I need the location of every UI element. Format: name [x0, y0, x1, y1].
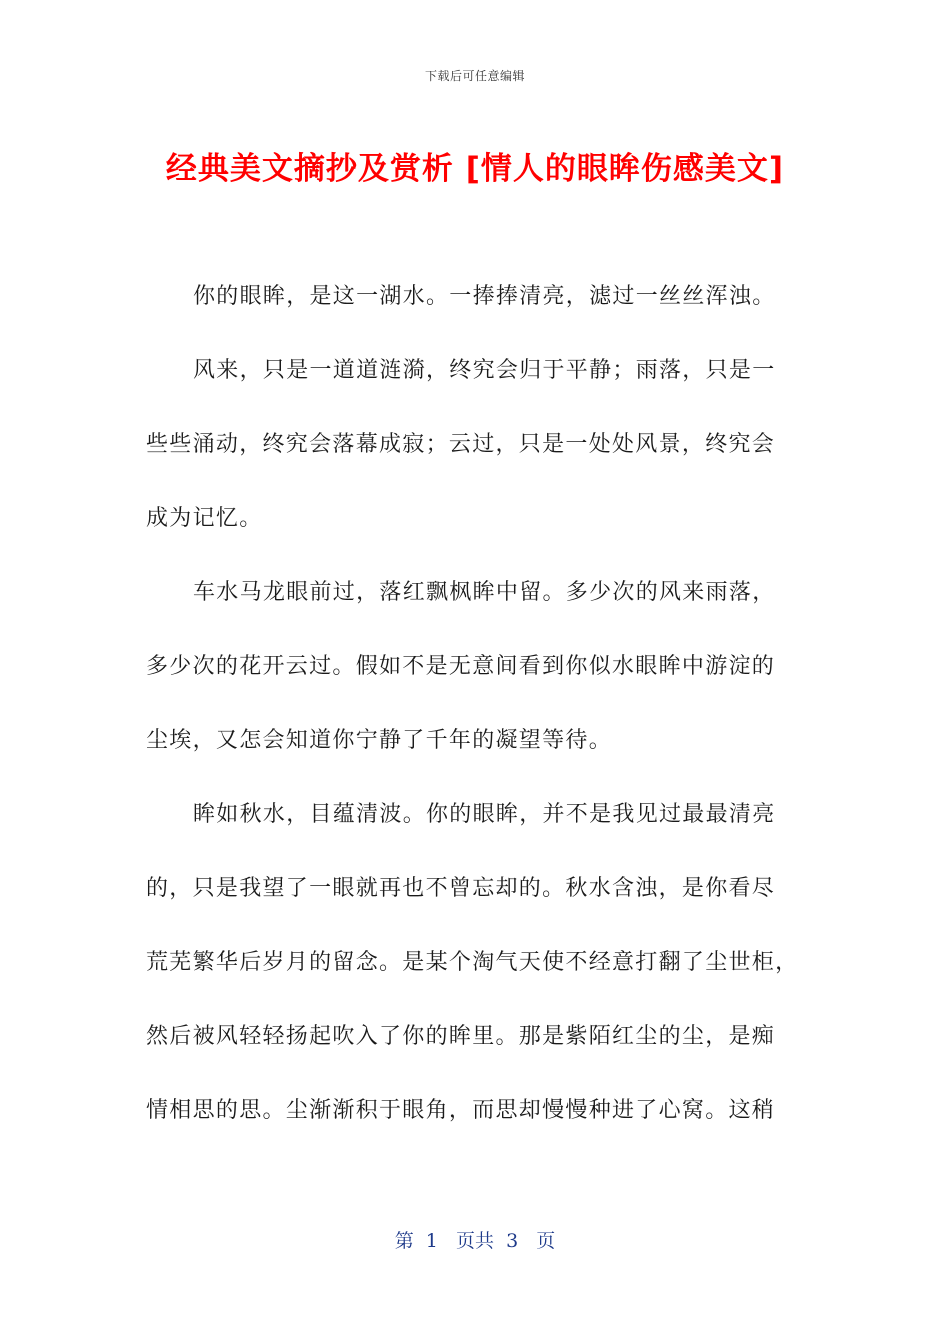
header-note: 下载后可任意编辑: [424, 69, 525, 83]
text-line-9: 的，只是我望了一眼就再也不曾忘却的。秋水含浊，是你看尽: [146, 876, 776, 901]
text-line-7: 尘埃，又怎会知道你宁静了千年的凝望等待。: [146, 728, 613, 753]
text-line-8: 眸如秋水，目蕴清波。你的眼眸，并不是我见过最最清亮: [193, 802, 776, 827]
text-line-12: 情相思的思。尘渐渐积于眼角，而思却慢慢种进了心窝。这稍: [146, 1098, 776, 1123]
page-footer: 第 1 页共 3 页: [394, 1230, 556, 1252]
text-line-1: 你的眼眸，是这一湖水。一捧捧清亮，滤过一丝丝浑浊。: [193, 284, 776, 309]
text-line-2: 风来，只是一道道涟漪，终究会归于平静；雨落，只是一: [193, 358, 776, 383]
article-body: [146, 272, 806, 1160]
text-line-11: 然后被风轻轻扬起吹入了你的眸里。那是紫陌红尘的尘，是痴: [146, 1024, 776, 1049]
page-title: 经典美文摘抄及赏析 [情人的眼眸伤感美文]: [165, 151, 785, 187]
text-line-6: 多少次的花开云过。假如不是无意间看到你似水眼眸中游淀的: [146, 654, 776, 679]
text-line-4: 成为记忆。: [146, 506, 263, 531]
text-line-3: 些些涌动，终究会落幕成寂；云过，只是一处处风景，终究会: [146, 432, 776, 457]
text-line-5: 车水马龙眼前过，落红飘枫眸中留。多少次的风来雨落，: [193, 580, 776, 605]
text-line-10: 荒芜繁华后岁月的留念。是某个淘气天使不经意打翻了尘世柜，: [146, 950, 799, 975]
